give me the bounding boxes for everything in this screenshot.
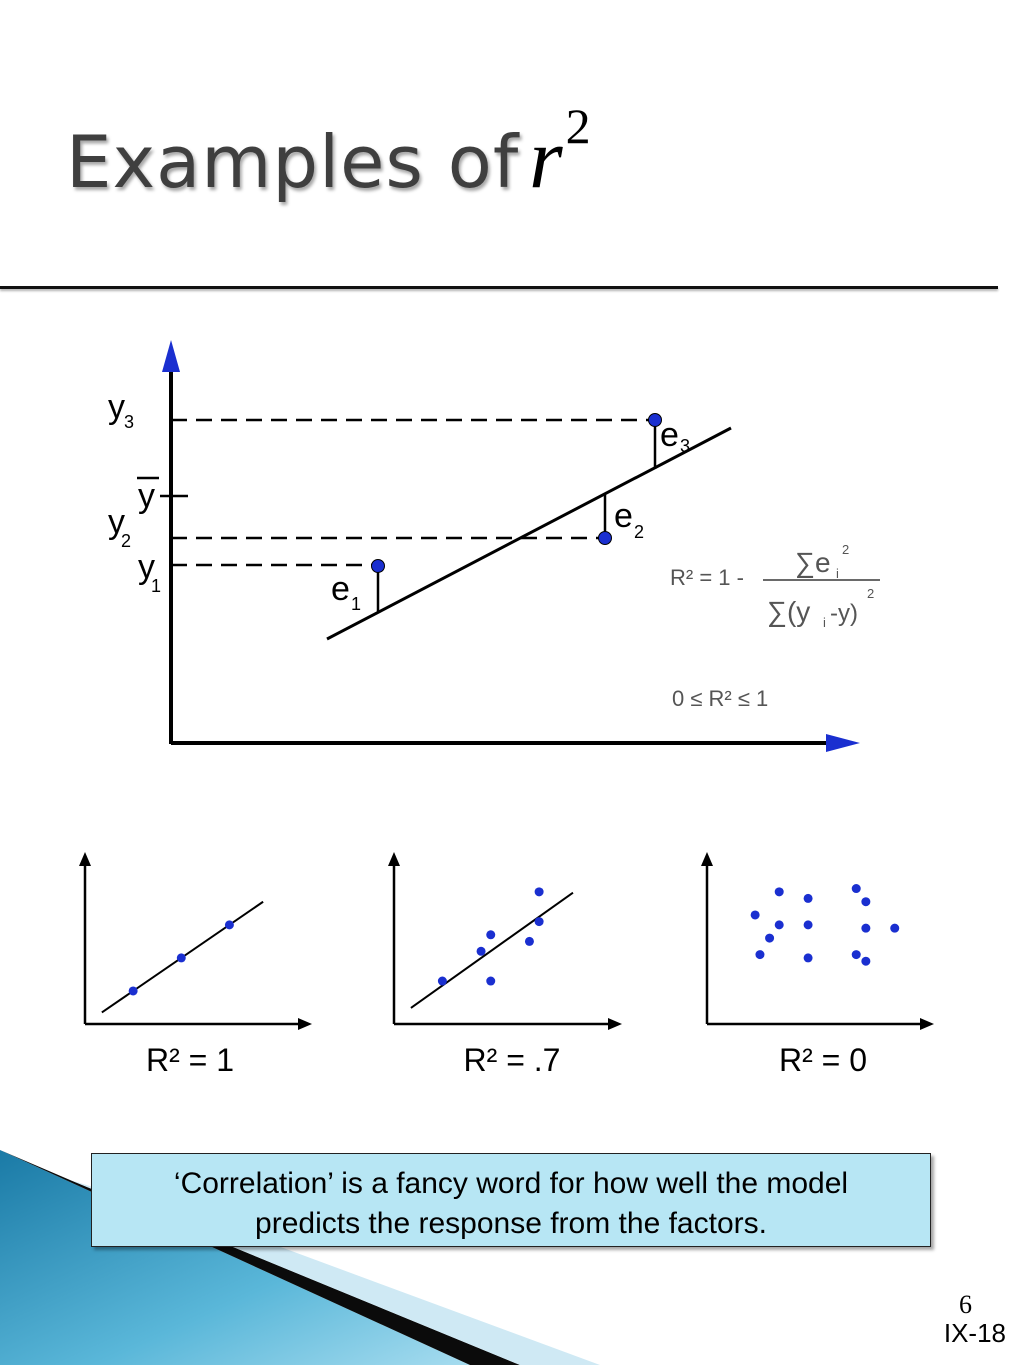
mini-point-2 [775, 920, 784, 929]
mini-chart-2 [388, 852, 622, 1078]
formula-denominator-tail: -y) [830, 600, 858, 627]
label-e3: e [660, 416, 679, 454]
mini-point-11 [861, 924, 870, 933]
mini-point-7 [755, 950, 764, 959]
mini-point-2 [177, 953, 186, 962]
mini-charts [79, 852, 934, 1078]
mini-point-4 [804, 894, 813, 903]
label-y3-sub: 3 [124, 412, 135, 432]
mini-point-1 [129, 986, 138, 995]
mini-fit-line [411, 893, 573, 1008]
mini-point-14 [861, 957, 870, 966]
label-y3: y [108, 388, 125, 426]
mini-point-3 [477, 947, 486, 956]
mini-chart-3 [701, 852, 934, 1078]
label-y2-sub: 2 [121, 531, 132, 551]
mini-point-5 [525, 937, 534, 946]
mini-caption-3: R² = 0 [778, 1042, 868, 1078]
mini-point-6 [804, 953, 813, 962]
mini-point-9 [852, 884, 861, 893]
callout-box [91, 1153, 931, 1247]
page-number: 6 [959, 1290, 972, 1319]
formula-numerator-sup: 2 [842, 542, 850, 557]
mini-point-3 [775, 887, 784, 896]
mini-point-6 [535, 917, 544, 926]
mini-x-axis-arrow [608, 1018, 622, 1030]
mini-caption-2: R² = .7 [463, 1042, 561, 1078]
label-ybar: y [138, 477, 155, 515]
label-y1: y [138, 548, 155, 586]
label-e2: e [614, 497, 633, 535]
mini-point-10 [861, 897, 870, 906]
mini-point-3 [225, 920, 234, 929]
data-point-2 [599, 532, 612, 545]
formula-denominator-sub: i [823, 615, 826, 630]
callout-line-1: ‘Correlation’ is a fancy word for how well the model [173, 1167, 849, 1200]
title-r-exponent: 2 [565, 98, 592, 154]
data-point-1 [372, 560, 385, 573]
mini-point-1 [438, 977, 447, 986]
main-diagram [108, 340, 880, 752]
title-text: Examples of [66, 120, 520, 204]
label-e2-sub: 2 [634, 522, 645, 542]
formula-denominator-sup: 2 [867, 586, 875, 601]
formula-numerator: ∑e [795, 547, 831, 578]
mini-point-2 [486, 977, 495, 986]
mini-point-13 [852, 950, 861, 959]
title-r-variable: r [529, 110, 564, 206]
mini-point-8 [765, 934, 774, 943]
mini-chart-1 [79, 852, 312, 1078]
mini-point-5 [804, 920, 813, 929]
mini-y-axis-arrow [701, 852, 713, 866]
mini-y-axis-arrow [79, 852, 91, 866]
callout-line-2: predicts the response from the factors. [255, 1207, 767, 1240]
label-e1: e [331, 570, 350, 608]
mini-point-4 [486, 930, 495, 939]
formula-lhs: R² = 1 - [670, 565, 744, 590]
mini-caption-1: R² = 1 [145, 1042, 235, 1078]
slide-code: IX-18 [943, 1318, 1006, 1348]
mini-point-12 [890, 924, 899, 933]
mini-x-axis-arrow [298, 1018, 312, 1030]
main-y-axis-arrow [162, 340, 180, 372]
label-y2: y [108, 503, 125, 541]
formula-numerator-sub: i [836, 566, 839, 581]
r-squared-bounds: 0 ≤ R² ≤ 1 [672, 686, 769, 711]
mini-point-7 [535, 887, 544, 896]
regression-line [327, 428, 731, 639]
r-squared-formula [670, 542, 880, 711]
label-e3-sub: 3 [680, 436, 691, 456]
label-e1-sub: 1 [351, 594, 362, 614]
mini-x-axis-arrow [920, 1018, 934, 1030]
mini-point-1 [751, 910, 760, 919]
main-x-axis-arrow [826, 734, 860, 752]
formula-denominator: ∑(y [767, 596, 811, 627]
label-y1-sub: 1 [151, 576, 162, 596]
mini-y-axis-arrow [388, 852, 400, 866]
